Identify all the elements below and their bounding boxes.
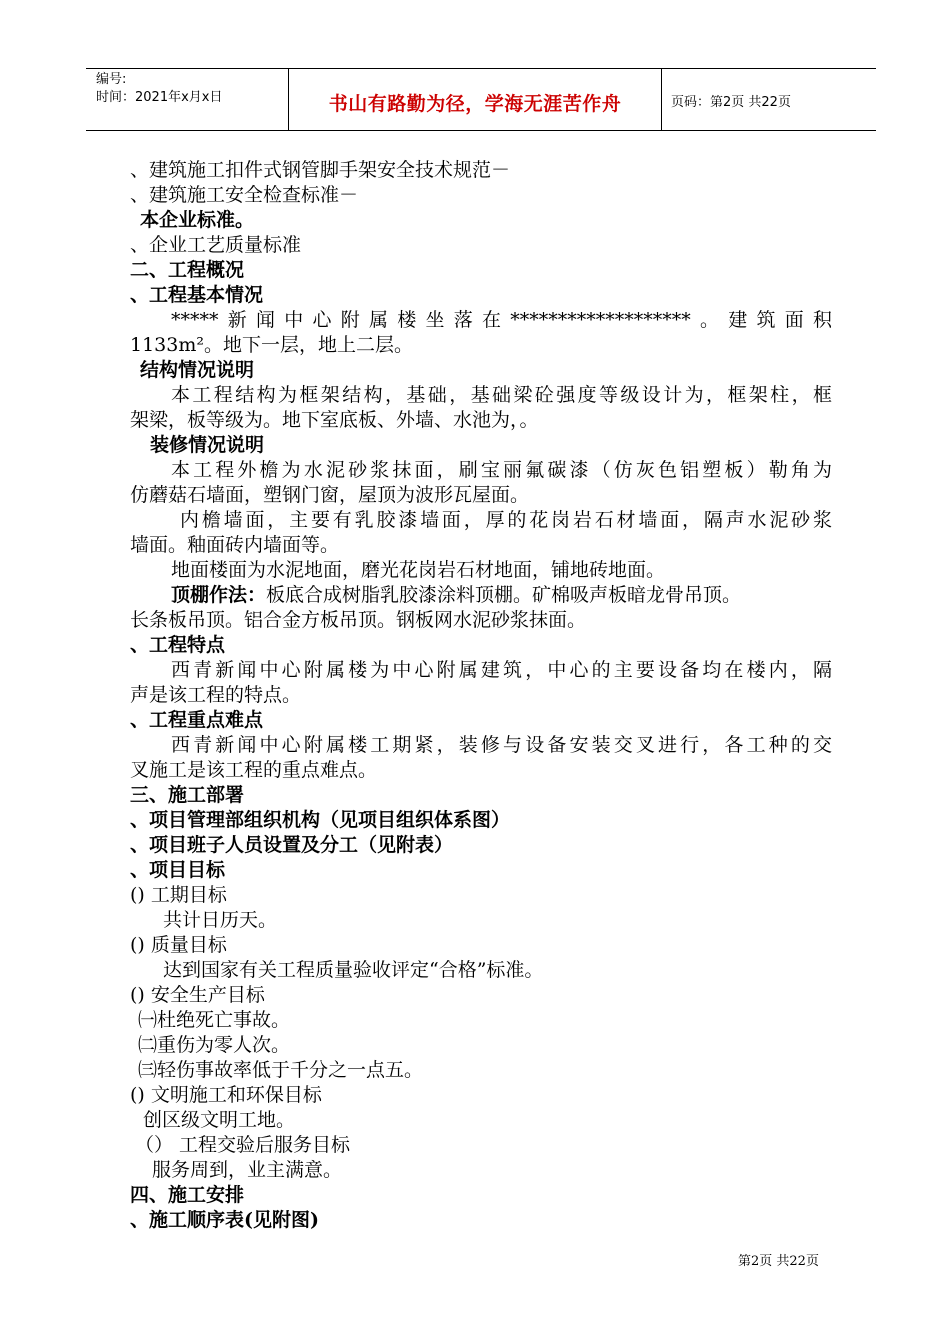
text-line: 本工程结构为框架结构，基础，基础梁砼强度等级设计为，框架柱，框 xyxy=(171,384,832,406)
subsection-heading: 、施工顺序表(见附图) xyxy=(130,1209,319,1231)
header-page-number: 页码：第2页 共22页 xyxy=(671,95,791,110)
list-item: ㈠杜绝死亡事故。 xyxy=(138,1009,291,1031)
header-page-cell xyxy=(661,69,876,130)
inline-bold-label: 顶棚作法： xyxy=(171,584,267,606)
list-item: （） 工程交验后服务目标 xyxy=(135,1134,351,1156)
text-line: 仿蘑菇石墙面，塑钢门窗，屋顶为波形瓦屋面。 xyxy=(130,484,530,506)
text-line: 长条板吊顶。铝合金方板吊顶。钢板网水泥砂浆抹面。 xyxy=(130,609,587,631)
text-line: 本企业标准。 xyxy=(140,209,255,231)
header-meta-cell xyxy=(86,69,288,130)
section-heading: 三、施工部署 xyxy=(130,784,245,806)
text-line: 本工程外檐为水泥砂浆抹面，刷宝丽氟碳漆（仿灰色铝塑板）勒角为 xyxy=(171,459,832,481)
subsection-heading: 、工程重点难点 xyxy=(130,709,264,731)
text-line xyxy=(171,583,741,607)
list-item: () 文明施工和环保目标 xyxy=(130,1084,322,1106)
text-line: 架梁，板等级为。地下室底板、外墙、水池为，。 xyxy=(130,409,539,431)
inline-text: 板底合成树脂乳胶漆涂料顶棚。矿棉吸声板暗龙骨吊顶。 xyxy=(266,584,742,606)
text-line: 1133m²。地下一层，地上二层。 xyxy=(130,334,413,356)
subsection-heading: 结构情况说明 xyxy=(140,359,255,381)
text-line: 西青新闻中心附属楼为中心附属建筑，中心的主要设备均在楼内，隔 xyxy=(171,659,832,681)
text-line: 共计日历天。 xyxy=(163,909,278,931)
section-heading: 二、工程概况 xyxy=(130,259,245,281)
text-line: *****新闻中心附属楼坐落在*******************。建筑面积 xyxy=(171,309,832,331)
subsection-heading: 、项目班子人员设置及分工（见附表） xyxy=(130,834,454,856)
subsection-heading: 、项目管理部组织机构（见项目组织体系图） xyxy=(130,809,511,831)
text-line: 西青新闻中心附属楼工期紧，装修与设备安装交叉进行，各工种的交 xyxy=(171,734,832,756)
text-line: 达到国家有关工程质量验收评定“合格”标准。 xyxy=(163,959,544,981)
text-line: 、企业工艺质量标准 xyxy=(130,234,302,256)
page-header xyxy=(86,68,876,131)
text-line: 地面楼面为水泥地面，磨光花岗岩石材地面，铺地砖地面。 xyxy=(171,559,666,581)
text-line: 、建筑施工扣件式钢管脚手架安全技术规范－ xyxy=(130,159,511,181)
text-line: 创区级文明工地。 xyxy=(143,1109,296,1131)
list-item: ㈡重伤为零人次。 xyxy=(138,1034,291,1056)
list-item: () 安全生产目标 xyxy=(130,984,265,1006)
subsection-heading: 、工程基本情况 xyxy=(130,284,264,306)
text-line: 声是该工程的特点。 xyxy=(130,684,302,706)
subsection-heading: 装修情况说明 xyxy=(150,434,265,456)
document-time: 时间：2021年x月x日 xyxy=(96,90,223,105)
text-line: 服务周到，业主满意。 xyxy=(152,1159,343,1181)
text-line: 、建筑施工安全检查标准－ xyxy=(130,184,359,206)
text-line: 内檐墙面，主要有乳胶漆墙面，厚的花岗岩石材墙面，隔声水泥砂浆 xyxy=(180,509,832,531)
subsection-heading: 、项目目标 xyxy=(130,859,226,881)
header-motto: 书山有路勤为径，学海无涯苦作舟 xyxy=(328,93,622,115)
page-footer: 第2页 共22页 xyxy=(738,1254,819,1269)
header-motto-cell xyxy=(288,69,662,130)
list-item: ㈢轻伤事故率低于千分之一点五。 xyxy=(138,1059,424,1081)
list-item: () 质量目标 xyxy=(130,934,227,956)
document-number: 编号: xyxy=(96,72,127,87)
list-item: () 工期目标 xyxy=(130,884,227,906)
section-heading: 四、施工安排 xyxy=(130,1184,245,1206)
text-line: 叉施工是该工程的重点难点。 xyxy=(130,759,378,781)
subsection-heading: 、工程特点 xyxy=(130,634,226,656)
text-line: 墙面。釉面砖内墙面等。 xyxy=(130,534,340,556)
